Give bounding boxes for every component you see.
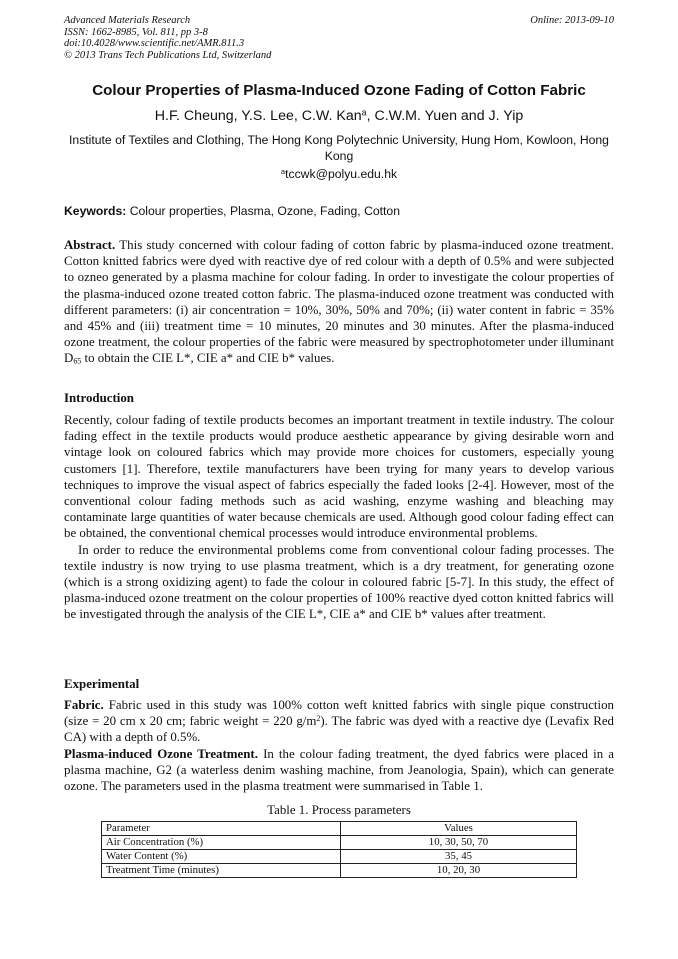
table-header-parameter: Parameter [102,822,341,836]
email-address[interactable]: tccwk@polyu.edu.hk [285,167,398,181]
authors-part-1: H.F. Cheung, Y.S. Lee, C.W. Kan [154,108,362,124]
affiliation: Institute of Textiles and Clothing, The Hong Kong Polytechnic University, Hung Hom, Kowloon, Hong Kong [69,133,609,163]
fabric-paragraph [64,697,614,746]
process-parameters-table [101,821,577,878]
table-cell-values: 10, 20, 30 [341,864,577,878]
author-affiliation-mark: a [361,107,367,118]
email-affiliation-mark: a [280,167,286,177]
introduction-paragraph-2: In order to reduce the environmental problems come from conventional colour fading processes. The textile industry is now trying to use plasma treatment, which is a dry treatment, for generating ozone (which is a strong oxidizing agent) to fade the colour in coloured fabric [5-7]. In this study, the effect of plasma-induced ozone treatment on the colour properties of 100% reactive dyed cotton knitted fabrics will be investigated through the analysis of the CIE L*, CIE a* and CIE b* values after treatment. [64,542,614,622]
table-cell-parameter: Air Concentration (%) [102,836,341,850]
illuminant-subscript: 65 [73,357,82,367]
journal-issn: ISSN: 1662-8985, Vol. 811, pp 3-8 [64,26,208,38]
journal-doi[interactable]: doi:10.4028/www.scientific.net/AMR.811.3 [64,38,245,50]
journal-info [64,15,271,61]
table-cell-parameter: Treatment Time (minutes) [102,864,341,878]
abstract [64,237,614,367]
abstract-text-2: to obtain the CIE L*, CIE a* and CIE b* values. [81,351,335,366]
experimental-body [64,697,614,794]
table-cell-values: 35, 45 [341,850,577,864]
author-list [40,107,638,125]
table-row [102,864,577,878]
introduction-paragraph-1: Recently, colour fading of textile products becomes an important treatment in textile industry. The colour fading effect in the textile products would produce aesthetic appearance by giving desirable worn and vintage look on coloured fabrics which may provide more choices for customers, especially young customers [1]. Therefore, textile manufacturers have been trying for many years to develop various techniques to improve the visual aspect of fabrics especially the faded looks [2-4]. However, most of the conventional colour fading methods such as acid washing, enzyme washing and bleaching may contaminate large quantities of water because chemicals are used. Although good colour fading effect can be obtained, the conventional chemical processes would introduce environmental problems. [64,413,614,541]
abstract-text-1: This study concerned with colour fading of cotton fabric by plasma-induced ozone treatment. Cotton knitted fabrics were dyed with reactive dye of red colour with a depth of 0.5% and were subjected to ozneo generated by a plasma machine for colour fading. In order to investigate the colour properties of the plasma-induced ozone treated cotton fabric. The plasma-induced ozone treatment was conducted with different parameters: (i) air concentration = 10%, 30%, 50% and 70%; (ii) water content in fabric = 35% and 45% and (iii) treatment time = 10 minutes, 20 minutes and 30 minutes. After the plasma-induced ozone treatment, the colour properties of the fabric were measured by spectrophotometer under illuminant D [64,238,614,366]
experimental-heading: Experimental [64,677,140,691]
online-date: Online: 2013-09-10 [530,15,614,26]
table-header-row [102,822,577,836]
table-row [102,836,577,850]
table-cell-values: 10, 30, 50, 70 [341,836,577,850]
authors-part-2: , C.W.M. Yuen and J. Yip [366,108,524,124]
keywords-label: Keywords: [64,204,127,218]
fabric-label: Fabric. [64,698,104,712]
fabric-text-2: ). The fabric was dyed with a reactive dye (Levafix Red CA) with a depth of 0.5%. [64,714,615,745]
plasma-label: Plasma-induced Ozone Treatment. [64,746,258,761]
contact-email [64,166,614,182]
fabric-unit-superscript: 2 [316,714,321,724]
fabric-text-1: Fabric used in this study was 100% cotton weft knitted fabrics with single pique construction (size = 20 cm x 20 cm; fabric weight = 220 g/m [64,698,614,729]
table-row [102,850,577,864]
table-caption: Table 1. Process parameters [267,803,411,817]
plasma-paragraph [64,746,614,795]
paper-title: Colour Properties of Plasma-Induced Ozone Fading of Cotton Fabric [92,82,586,99]
introduction-heading: Introduction [64,391,134,405]
plasma-text: In the colour fading treatment, the dyed fabrics were placed in a plasma machine, G2 (a waterless denim washing machine, from Jeanologia, Spain), which can generate ozone. The parameters used in the plasma treatment were summarised in Table 1. [64,746,614,794]
journal-copyright: © 2013 Trans Tech Publications Ltd, Switzerland [64,49,272,61]
abstract-label: Abstract. [64,238,116,252]
table-cell-parameter: Water Content (%) [102,850,341,864]
keywords-text: Colour properties, Plasma, Ozone, Fading, Cotton [126,204,400,218]
journal-name: Advanced Materials Research [64,15,191,26]
table-header-values: Values [341,822,577,836]
introduction-body [64,412,614,623]
keywords [64,203,614,219]
